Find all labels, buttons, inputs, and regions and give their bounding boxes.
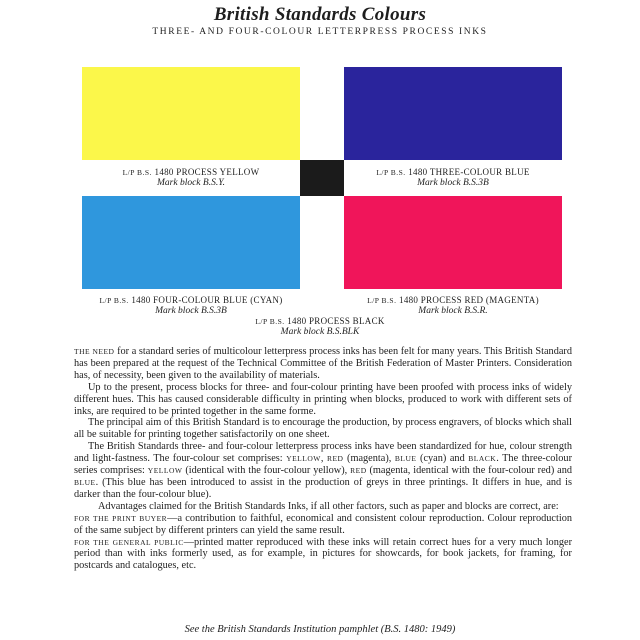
swatch-four-colour-blue <box>82 196 300 289</box>
caption-prefix: L/P B.S. <box>376 168 406 177</box>
caption-three-colour-blue <box>344 167 562 188</box>
caption-prefix: L/P B.S. <box>99 296 129 305</box>
swatch-three-colour-blue <box>344 67 562 160</box>
page-title: British Standards Colours <box>213 4 427 25</box>
caption-prefix: L/P B.S. <box>255 317 285 326</box>
page-subtitle: THREE- AND FOUR-COLOUR LETTERPRESS PROCESS INKS <box>152 27 488 37</box>
paragraph-general-public <box>74 537 572 573</box>
caption-label: 1480 PROCESS RED (MAGENTA) <box>399 295 539 305</box>
caption-mark: Mark block B.S.BLK <box>280 327 360 337</box>
paragraph-text: for a standard series of multicolour letterpress process inks has been felt for many years. This British Standard has been prepared at the request of the Technical Committee of the British Federation of Master Printers. Consideration has, of necessity, been given to the availability of materials. <box>74 346 573 381</box>
ink-name: RED <box>350 466 367 476</box>
footer-note: See the British Standards Institution pamphlet (B.S. 1480: 1949) <box>184 624 456 635</box>
paragraph-text: —printed matter reproduced with these inks will retain correct hues for a very much longer period than with inks formerly used, as for example, in pictures for showcards, for book jackets, for framing, for postcards and catalogues, etc. <box>74 536 573 572</box>
caption-process-yellow <box>82 167 300 188</box>
caption-mark: Mark block B.S.3B <box>155 306 227 316</box>
caption-mark: Mark block B.S.Y. <box>157 178 225 188</box>
body-text <box>74 346 572 572</box>
paragraph-text: (identical with the four-colour yellow), <box>182 465 351 477</box>
paragraph-text: (cyan) and <box>416 453 469 465</box>
paragraph-print-buyer <box>74 513 572 537</box>
swatch-process-black <box>300 160 344 196</box>
ink-name: RED <box>326 454 344 464</box>
paragraph-lead: FOR THE GENERAL PUBLIC <box>74 537 184 547</box>
paragraph-present: Up to the present, process blocks for three- and four-colour printing have been proofed with process inks of widely different hues. This has caused considerable difficulty in printing when blocks, produced to work with different sets of inks, are required to be printed together in the same forme. <box>74 381 572 417</box>
caption-prefix: L/P B.S. <box>122 168 152 177</box>
paragraph-text: —a contribution to faithful, economical and consistent colour reproduction. Colour reproduction of the same subject by different printers can yield the same result. <box>74 512 572 536</box>
paragraph-lead: FOR THE PRINT BUYER <box>74 513 168 523</box>
caption-mark: Mark block B.S.R. <box>418 306 488 316</box>
swatch-process-red <box>344 196 562 289</box>
caption-process-red <box>344 295 562 316</box>
paragraph-text: The British Standards three- and four-colour letterpress process inks have been standardized for hue, colour strength and light-fastness. The four-colour set comprises: <box>74 441 572 465</box>
paragraph-text: (magenta, identical with the four-colour red) and <box>366 465 572 477</box>
ink-name: YELLOW <box>286 454 321 464</box>
caption-prefix: L/P B.S. <box>367 296 397 305</box>
paragraph-text: (magenta), <box>343 453 395 465</box>
ink-name: BLUE <box>74 477 96 487</box>
caption-four-colour-blue <box>82 295 300 316</box>
paragraph-lead: THE NEED <box>74 347 115 356</box>
caption-process-black <box>220 316 420 337</box>
caption-mark: Mark block B.S.3B <box>417 178 489 188</box>
paragraph-text: , <box>320 453 327 465</box>
caption-label: 1480 PROCESS YELLOW <box>154 167 260 177</box>
caption-label: 1480 FOUR-COLOUR BLUE (CYAN) <box>131 295 283 305</box>
paragraph-advantages: Advantages claimed for the British Standards Inks, if all other factors, such as paper and blocks are correct, are: <box>98 500 559 512</box>
paragraph-aim: The principal aim of this British Standard is to encourage the production, by process engravers, of blocks which shall all be suitable for printing together satisfactorily on one sheet. <box>74 417 572 441</box>
paragraph-text: . (This blue has been introduced to assist in the production of greys in three printings. It differs in hue, and is darker than the four-colour blue). <box>74 476 572 500</box>
ink-name: BLUE <box>394 454 417 464</box>
caption-label: 1480 THREE-COLOUR BLUE <box>408 167 530 177</box>
ink-name: YELLOW <box>147 466 183 476</box>
caption-label: 1480 PROCESS BLACK <box>287 316 385 326</box>
paragraph-text: . The three-colour series comprises: <box>74 453 573 477</box>
ink-name: BLACK <box>468 454 497 464</box>
paragraph-need <box>74 346 572 382</box>
paragraph-standards <box>74 441 572 501</box>
swatch-process-yellow <box>82 67 300 160</box>
